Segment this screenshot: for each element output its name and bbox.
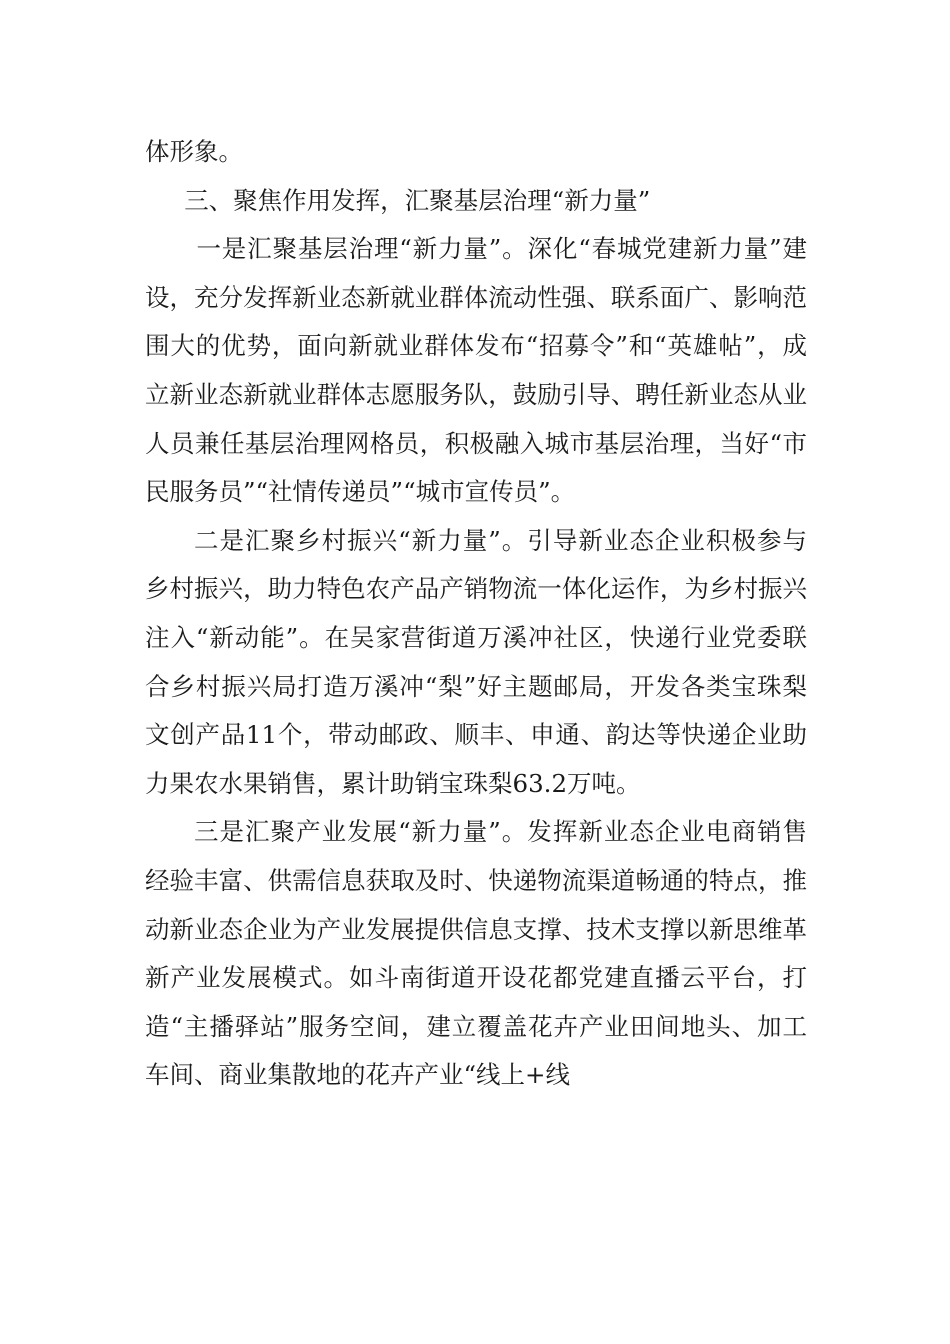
- section-heading: 三、聚焦作用发挥，汇聚基层治理“新力量”: [184, 185, 651, 215]
- paragraph-rural-revitalization: 二是汇聚乡村振兴“新力量”。引导新业态企业积极参与乡村振兴，助力特色农产品产销物流一体化运作，为乡村振兴注入“新动能”。在吴家营街道万溪冲社区，快递行业党委联合乡村振兴局打造万溪冲“梨”好主题邮局，开发各类宝珠梨文创产品11个，带动邮政、顺丰、申通、韵达等快递企业助力果农水果销售，累计助销宝珠梨63.2万吨。: [145, 525, 807, 798]
- document-body: [145, 128, 807, 1100]
- paragraph-industry-development: 三是汇聚产业发展“新力量”。发挥新业态企业电商销售经验丰富、供需信息获取及时、快递物流渠道畅通的特点，推动新业态企业为产业发展提供信息支撑、技术支撑以新思维革新产业发展模式。如斗南街道开设花都党建直播云平台，打造“主播驿站”服务空间，建立覆盖花卉产业田间地头、加工车间、商业集散地的花卉产业“线上+线: [145, 817, 807, 1090]
- paragraph-continuation: 体形象。: [145, 137, 243, 166]
- paragraph-grassroots-governance: 一是汇聚基层治理“新力量”。深化“春城党建新力量”建设，充分发挥新业态新就业群体流动性强、联系面广、影响范围大的优势，面向新就业群体发布“招募令”和“英雄帖”，成立新业态新就业群体志愿服务队，鼓励引导、聘任新业态从业人员兼任基层治理网格员，积极融入城市基层治理，当好“市民服务员”“社情传递员”“城市宣传员”。: [145, 234, 807, 507]
